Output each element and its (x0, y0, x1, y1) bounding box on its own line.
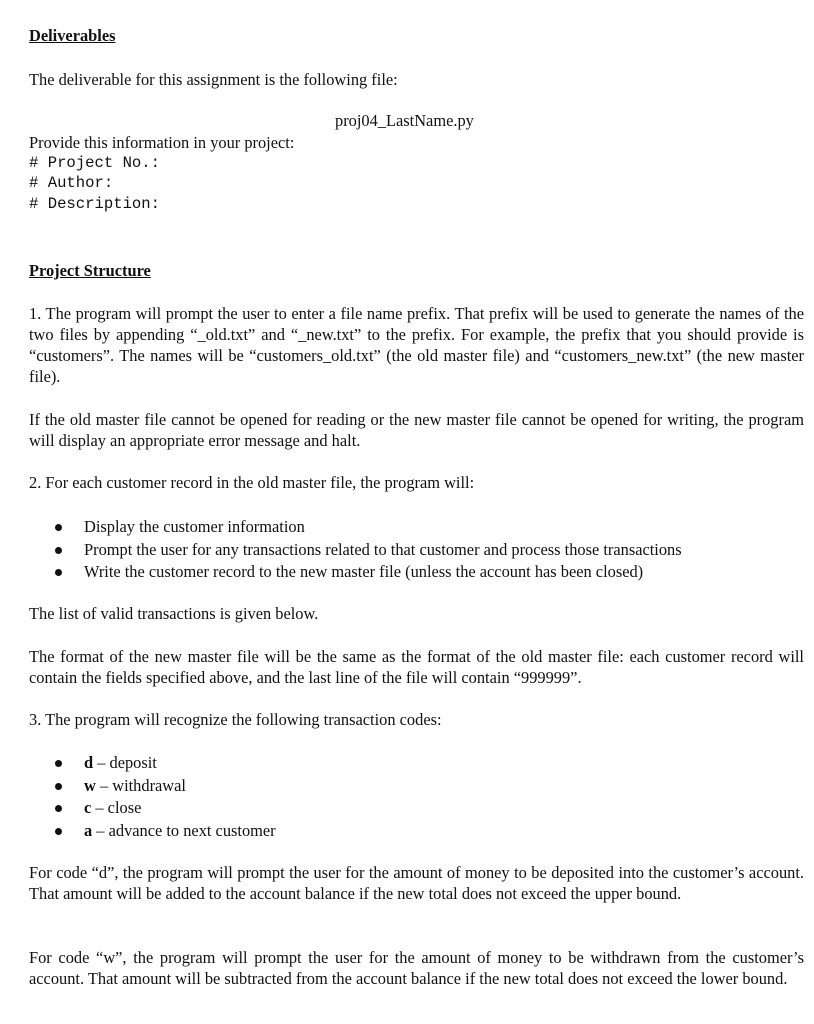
provide-info-text: Provide this information in your project: (29, 133, 295, 152)
item1-paragraph: 1. The program will prompt the user to enter a file name prefix. That prefix will be used to generate the names of the two files by appending “_old.txt” and “_new.txt” to the prefix. For example, the prefix that you should provide is “customers”. The names will be “customers_old.txt” (the old master file) and “customers_new.txt” (the new master file). (29, 304, 804, 386)
deliverable-filename: proj04_LastName.py (335, 111, 474, 130)
format-paragraph: The format of the new master file will be the same as the format of the old master file: each customer record will contain the fields specified above, and the last line of the file will contain “999999”. (29, 647, 804, 687)
comment-line-description: # Description: (29, 195, 161, 213)
valid-list-text: The list of valid transactions is given below. (29, 604, 319, 623)
item3-paragraph: 3. The program will recognize the following transaction codes: (29, 710, 442, 729)
list-item: w – withdrawal (51, 775, 276, 798)
code-letter: d (84, 753, 94, 772)
list-item: d – deposit (51, 752, 276, 775)
list-item: Display the customer information (51, 516, 682, 539)
comment-line-author: # Author: (29, 174, 114, 192)
deliverables-intro: The deliverable for this assignment is the following file: (29, 70, 398, 89)
withdraw-paragraph: For code “w”, the program will prompt the user for the amount of money to be withdrawn from the customer’s account. That amount will be subtracted from the account balance if the new total does not exceed the lower bound. (29, 948, 804, 988)
transaction-code-list (51, 752, 276, 842)
code-letter: c (84, 798, 92, 818)
bullet-icon (55, 828, 62, 835)
item2-bullet-list (51, 516, 682, 584)
bullet-icon (55, 569, 62, 576)
list-item: a – advance to next customer (51, 820, 276, 843)
list-item: c – close (51, 797, 276, 820)
bullet-icon (55, 547, 62, 554)
bullet-icon (55, 783, 62, 790)
comment-line-project: # Project No.: (29, 154, 161, 172)
bullet-icon (55, 524, 62, 531)
item2-paragraph: 2. For each customer record in the old master file, the program will: (29, 473, 475, 492)
project-structure-heading: Project Structure (29, 261, 151, 280)
list-item: Write the customer record to the new master file (unless the account has been closed) (51, 561, 682, 584)
deposit-paragraph: For code “d”, the program will prompt the user for the amount of money to be deposited into the customer’s account. That amount will be added to the account balance if the new total does not exceed the upper bound. (29, 863, 804, 903)
deliverables-heading: Deliverables (29, 26, 116, 45)
error-paragraph: If the old master file cannot be opened for reading or the new master file cannot be opened for writing, the program will display an appropriate error message and halt. (29, 410, 804, 450)
bullet-icon (55, 805, 62, 812)
bullet-icon (55, 760, 62, 767)
code-letter: w (84, 775, 96, 795)
list-item: Prompt the user for any transactions related to that customer and process those transactions (51, 539, 682, 562)
code-letter: a (84, 820, 93, 840)
